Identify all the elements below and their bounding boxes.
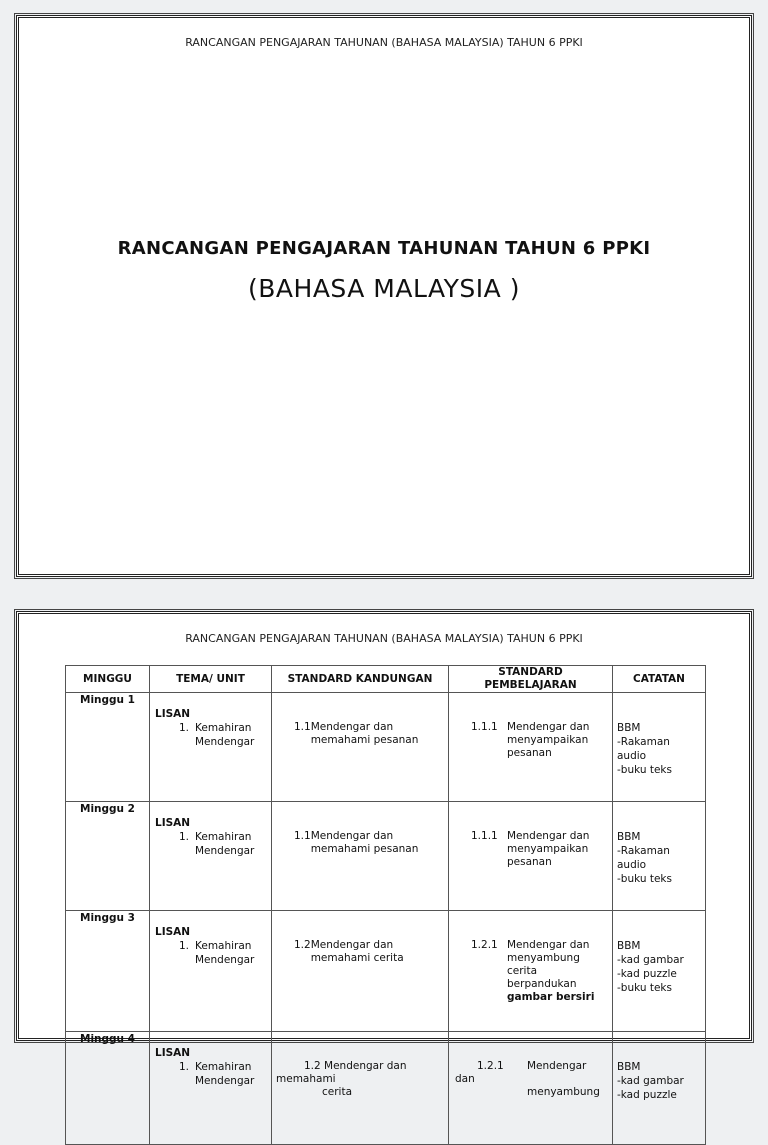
minggu-cell: Minggu 3 [66, 911, 150, 1032]
sp-code: 1.2.1 [477, 1060, 504, 1072]
sk-line: cerita [322, 1086, 353, 1098]
sp-text: Mendengar dan menyampaikan pesanan [507, 830, 590, 868]
sk-code: 1.1 [294, 830, 311, 842]
sp-text: Mendengar dan menyampaikan pesanan [507, 721, 590, 759]
catatan-line: -buku teks [617, 764, 672, 776]
tema-number: 1. [178, 831, 189, 843]
tema-heading: LISAN [155, 1047, 191, 1059]
catatan-cell [613, 1032, 706, 1145]
catatan-line: BBM [617, 1061, 641, 1073]
tema-heading: LISAN [155, 817, 191, 829]
sk-text: Mendengar dan memahami pesanan [310, 721, 419, 746]
sk-text: Mendengar dan memahami pesanan [310, 830, 419, 855]
col-header-catatan: CATATAN [613, 666, 706, 693]
annual-plan-table [65, 665, 706, 1145]
catatan-line: -Rakaman audio [617, 736, 670, 762]
sp-line: menyambung [527, 1086, 600, 1098]
catatan-line: -buku teks [617, 873, 672, 885]
standard-pembelajaran-cell [449, 1032, 613, 1145]
sp-bold-text: gambar bersiri [507, 991, 595, 1003]
sp-line: dan [455, 1073, 475, 1085]
col-header-minggu: MINGGU [66, 666, 150, 693]
col-header-standard-kandungan: STANDARD KANDUNGAN [272, 666, 449, 693]
document-subtitle: (BAHASA MALAYSIA ) [248, 274, 520, 303]
sk-code: 1.2 [294, 939, 311, 951]
page-header: RANCANGAN PENGAJARAN TAHUNAN (BAHASA MALAYSIA) TAHUN 6 PPKI [185, 36, 583, 49]
tema-number: 1. [178, 940, 189, 952]
standard-pembelajaran-cell [449, 911, 613, 1032]
cover-page [16, 15, 752, 577]
catatan-line: -kad puzzle [617, 1089, 677, 1101]
minggu-cell: Minggu 2 [66, 802, 150, 911]
sk-text: Mendengar dan memahami cerita [310, 939, 404, 964]
table-row [66, 802, 706, 911]
catatan-line: -kad gambar [617, 1075, 684, 1087]
tema-item: Kemahiran Mendengar [195, 831, 255, 857]
tema-item: Kemahiran Mendengar [195, 722, 255, 748]
standard-pembelajaran-cell [449, 802, 613, 911]
standard-kandungan-cell [272, 693, 449, 802]
sk-line: memahami [276, 1073, 336, 1085]
minggu-cell: Minggu 1 [66, 693, 150, 802]
standard-kandungan-cell [272, 802, 449, 911]
page-header: RANCANGAN PENGAJARAN TAHUNAN (BAHASA MALAYSIA) TAHUN 6 PPKI [185, 632, 583, 645]
sp-text: Mendengar [527, 1060, 587, 1072]
tema-heading: LISAN [155, 926, 191, 938]
tema-item: Kemahiran Mendengar [195, 940, 255, 966]
sp-code: 1.1.1 [471, 830, 498, 842]
tema-item: Kemahiran Mendengar [195, 1061, 255, 1087]
tema-cell [150, 911, 272, 1032]
tema-number: 1. [178, 722, 189, 734]
catatan-line: BBM [617, 831, 641, 843]
catatan-line: -buku teks [617, 982, 672, 994]
minggu-cell: Minggu 4 [66, 1032, 150, 1145]
tema-number: 1. [178, 1061, 189, 1073]
catatan-line: BBM [617, 940, 641, 952]
table-header-row [66, 666, 706, 693]
catatan-line: BBM [617, 722, 641, 734]
tema-cell [150, 1032, 272, 1145]
standard-kandungan-cell [272, 1032, 449, 1145]
catatan-line: -kad puzzle [617, 968, 677, 980]
tema-heading: LISAN [155, 708, 191, 720]
sk-line: 1.2 Mendengar dan [304, 1060, 407, 1072]
document-title: RANCANGAN PENGAJARAN TAHUNAN TAHUN 6 PPKI [117, 238, 651, 259]
table-row [66, 911, 706, 1032]
standard-kandungan-cell [272, 911, 449, 1032]
catatan-line: -kad gambar [617, 954, 684, 966]
table-row [66, 693, 706, 802]
table-row [66, 1032, 706, 1145]
col-header-tema: TEMA/ UNIT [150, 666, 272, 693]
catatan-cell [613, 693, 706, 802]
standard-pembelajaran-cell [449, 693, 613, 802]
catatan-line: -Rakaman audio [617, 845, 670, 871]
sp-code: 1.2.1 [471, 939, 498, 951]
sp-code: 1.1.1 [471, 721, 498, 733]
tema-cell [150, 693, 272, 802]
schedule-page [16, 611, 752, 1101]
catatan-cell [613, 911, 706, 1032]
catatan-cell [613, 802, 706, 911]
sk-code: 1.1 [294, 721, 311, 733]
sp-text: Mendengar dan menyambung cerita berpandukan [507, 939, 590, 990]
col-header-standard-pembelajaran: STANDARD PEMBELAJARAN [449, 666, 613, 693]
tema-cell [150, 802, 272, 911]
